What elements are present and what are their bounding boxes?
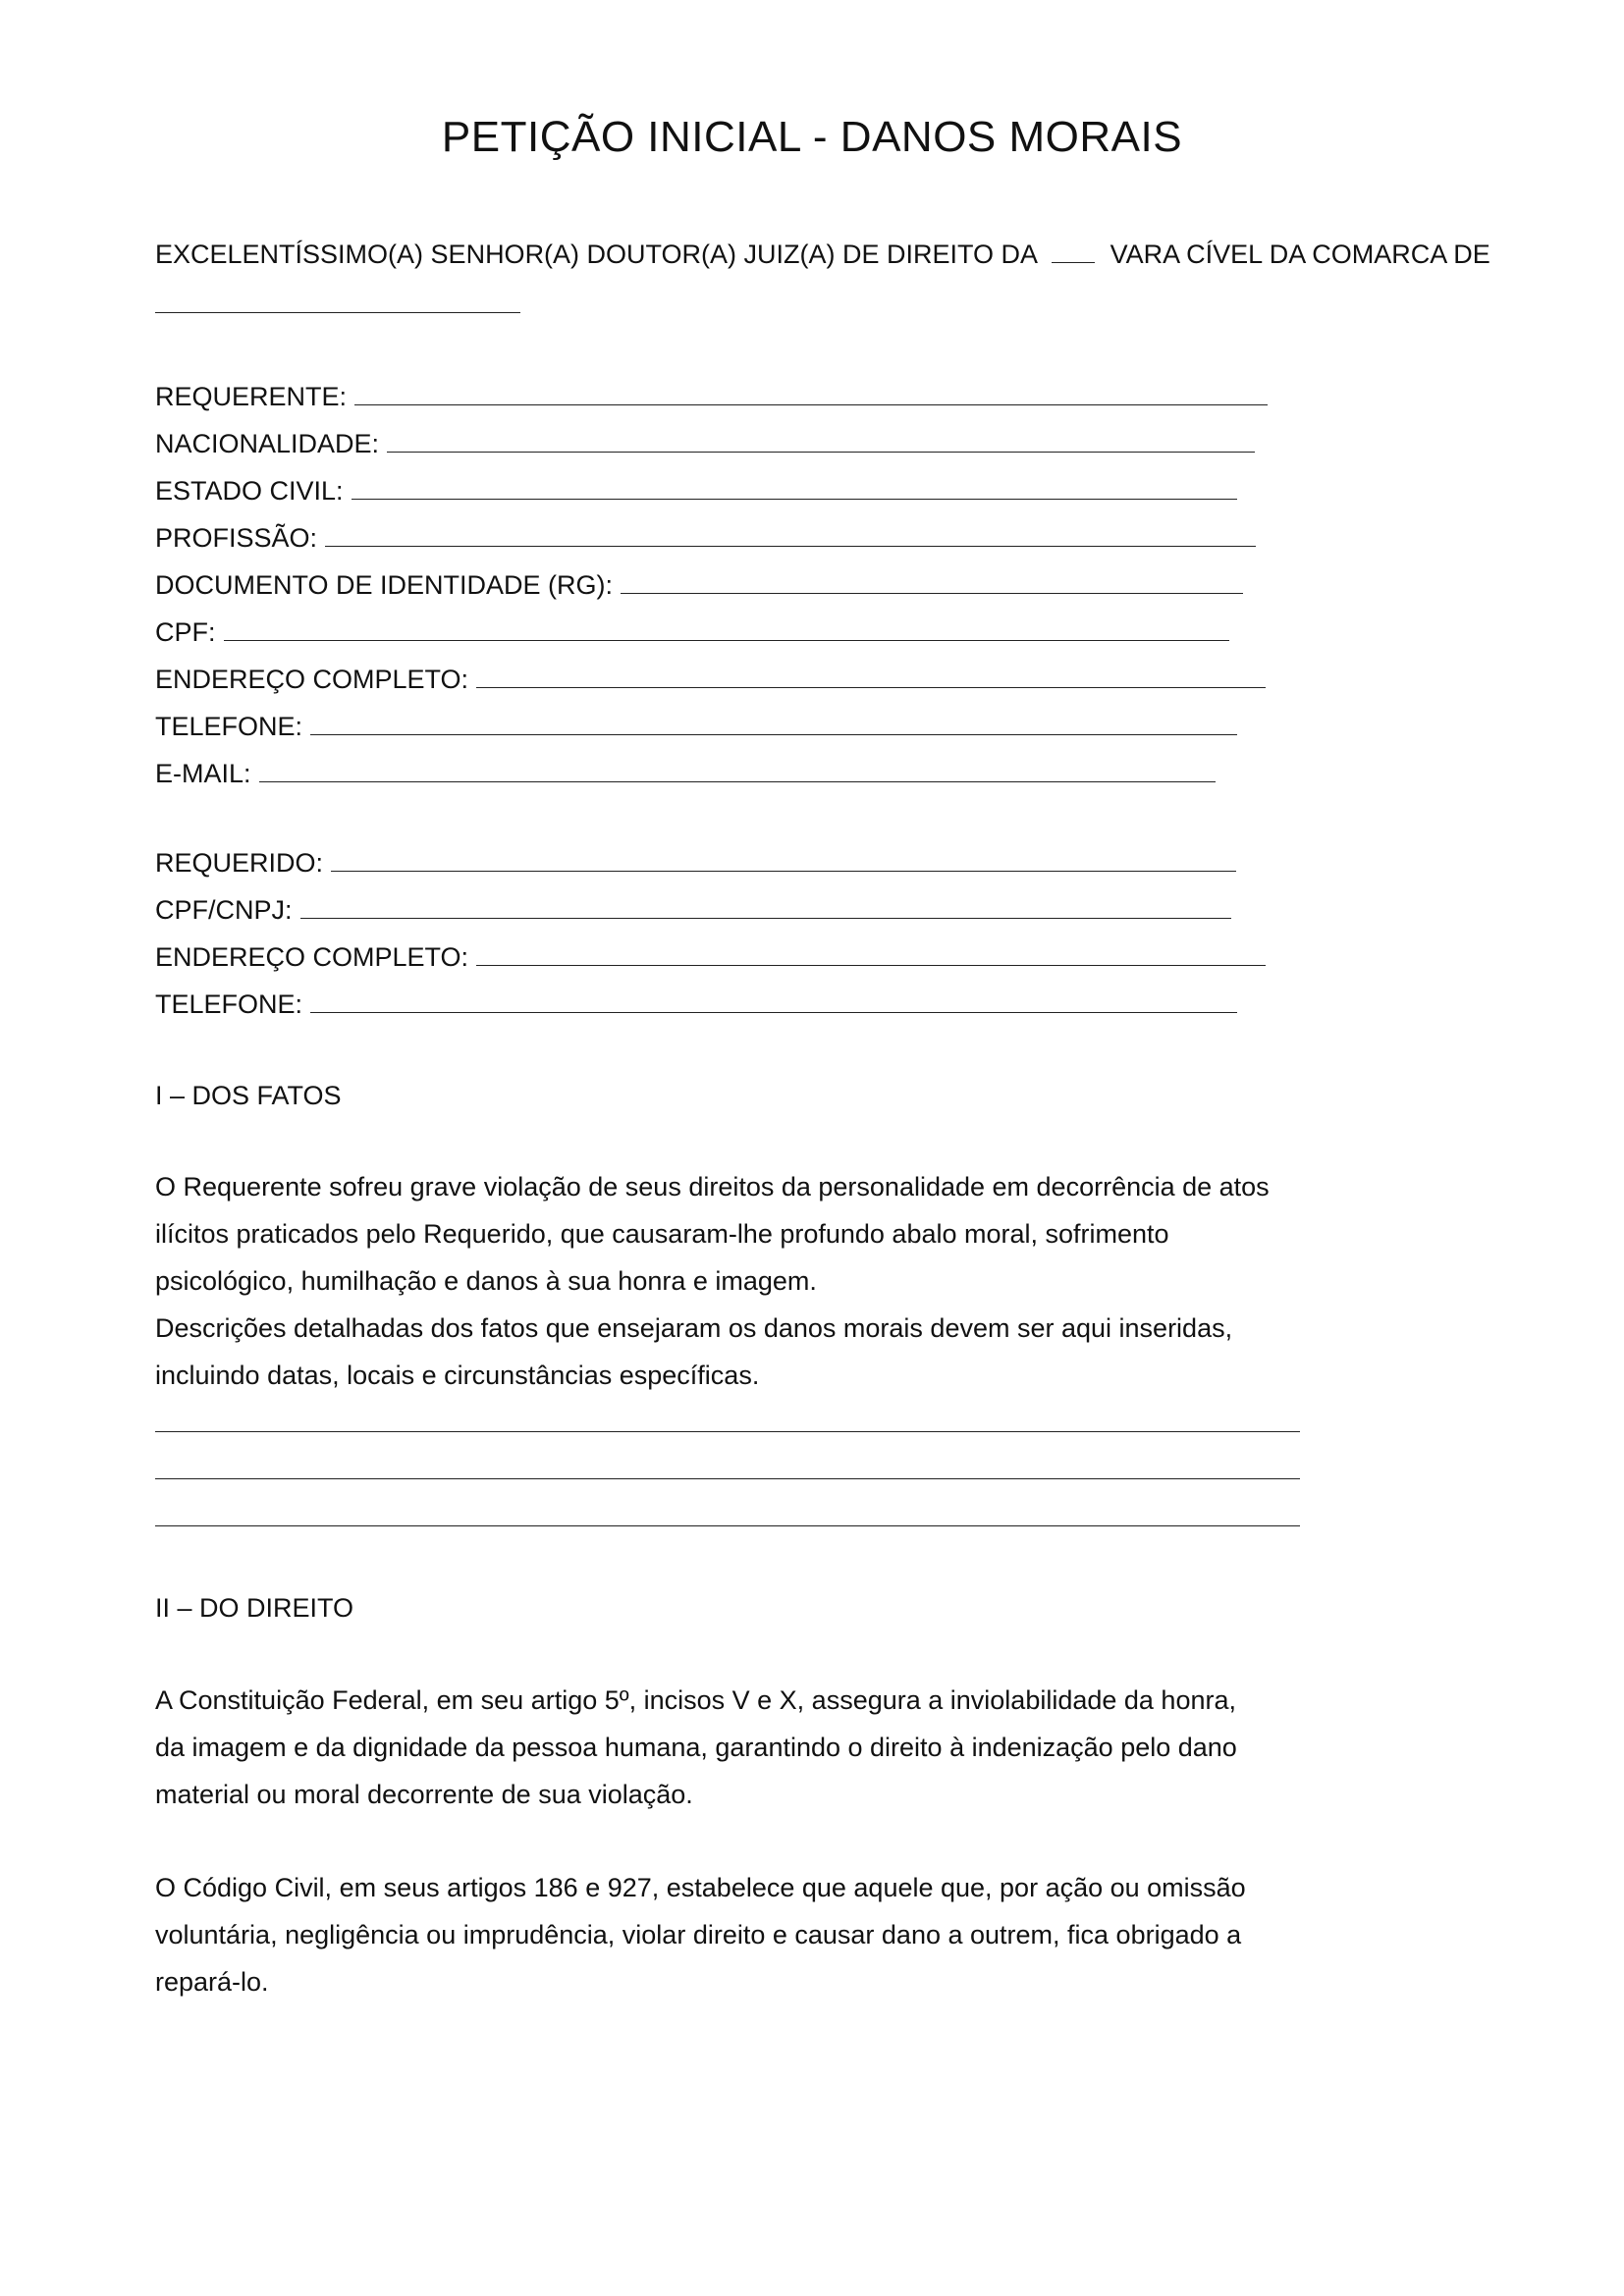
field-label: ESTADO CIVIL:	[155, 476, 344, 506]
section-direito-heading: II – DO DIREITO	[155, 1593, 354, 1623]
page-title: PETIÇÃO INICIAL - DANOS MORAIS	[441, 113, 1183, 161]
field-label: TELEFONE:	[155, 712, 303, 741]
field-endereco	[155, 660, 1266, 699]
field-profissao	[155, 518, 1256, 558]
vara-number-blank[interactable]	[1052, 240, 1095, 263]
field-label: ENDEREÇO COMPLETO:	[155, 665, 469, 694]
field-label: REQUERENTE:	[155, 382, 348, 411]
fatos-line: incluindo datas, locais e circunstâncias específicas.	[155, 1361, 760, 1390]
addressee-mid-text: VARA CÍVEL DA COMARCA DE	[1110, 240, 1490, 269]
field-label: E-MAIL:	[155, 759, 251, 788]
field-label: NACIONALIDADE:	[155, 429, 380, 458]
estado-civil-blank[interactable]	[352, 477, 1237, 500]
cpf-cnpj-blank[interactable]	[300, 896, 1231, 919]
fatos-line: ilícitos praticados pelo Requerido, que causaram-lhe profundo abalo moral, sofrimento	[155, 1219, 1169, 1249]
field-email	[155, 754, 1216, 793]
direito-line: A Constituição Federal, em seu artigo 5º, incisos V e X, assegura a inviolabilidade da honra,	[155, 1685, 1236, 1715]
section-fatos-heading: I – DOS FATOS	[155, 1081, 342, 1110]
field-requerido-telefone	[155, 985, 1237, 1024]
addressee-text: EXCELENTÍSSIMO(A) SENHOR(A) DOUTOR(A) JUIZ(A) DE DIREITO DA	[155, 240, 1037, 269]
fatos-line: O Requerente sofreu grave violação de seus direitos da personalidade em decorrência de atos	[155, 1172, 1270, 1201]
requerido-telefone-blank[interactable]	[310, 990, 1237, 1013]
direito-line: repará-lo.	[155, 1967, 269, 1997]
field-cpf-cnpj	[155, 890, 1231, 930]
field-label: ENDEREÇO COMPLETO:	[155, 942, 469, 972]
requerido-blank[interactable]	[331, 849, 1236, 872]
field-telefone	[155, 707, 1237, 746]
field-label: PROFISSÃO:	[155, 523, 318, 553]
comarca-blank[interactable]	[155, 312, 520, 313]
fatos-blank-line-2[interactable]	[155, 1478, 1300, 1479]
telefone-blank[interactable]	[310, 713, 1237, 735]
email-blank[interactable]	[259, 760, 1216, 782]
fatos-blank-line-3[interactable]	[155, 1525, 1300, 1526]
field-requerente	[155, 377, 1268, 416]
fatos-blank-line-1[interactable]	[155, 1431, 1300, 1432]
field-label: CPF/CNPJ:	[155, 895, 293, 925]
direito-line: O Código Civil, em seus artigos 186 e 927, estabelece que aquele que, por ação ou omissão	[155, 1873, 1246, 1902]
field-label: DOCUMENTO DE IDENTIDADE (RG):	[155, 570, 614, 600]
rg-blank[interactable]	[621, 571, 1243, 594]
requerido-endereco-blank[interactable]	[476, 943, 1266, 966]
profissao-blank[interactable]	[325, 524, 1256, 547]
field-label: TELEFONE:	[155, 989, 303, 1019]
fatos-line: Descrições detalhadas dos fatos que ensejaram os danos morais devem ser aqui inseridas,	[155, 1313, 1233, 1343]
direito-line: material ou moral decorrente de sua violação.	[155, 1780, 693, 1809]
field-label: REQUERIDO:	[155, 848, 324, 878]
field-rg	[155, 565, 1243, 605]
endereco-blank[interactable]	[476, 666, 1266, 688]
nacionalidade-blank[interactable]	[387, 430, 1255, 453]
field-cpf	[155, 613, 1229, 652]
cpf-blank[interactable]	[224, 618, 1229, 641]
fatos-line: psicológico, humilhação e danos à sua honra e imagem.	[155, 1266, 817, 1296]
field-requerido	[155, 843, 1236, 882]
requerente-blank[interactable]	[354, 383, 1268, 405]
direito-line: da imagem e da dignidade da pessoa humana, garantindo o direito à indenização pelo dano	[155, 1733, 1237, 1762]
field-estado-civil	[155, 471, 1237, 510]
field-label: CPF:	[155, 617, 216, 647]
field-requerido-endereco	[155, 937, 1266, 977]
addressee-line	[155, 235, 1490, 274]
direito-line: voluntária, negligência ou imprudência, violar direito e causar dano a outrem, fica obrigado a	[155, 1920, 1242, 1949]
field-nacionalidade	[155, 424, 1255, 463]
